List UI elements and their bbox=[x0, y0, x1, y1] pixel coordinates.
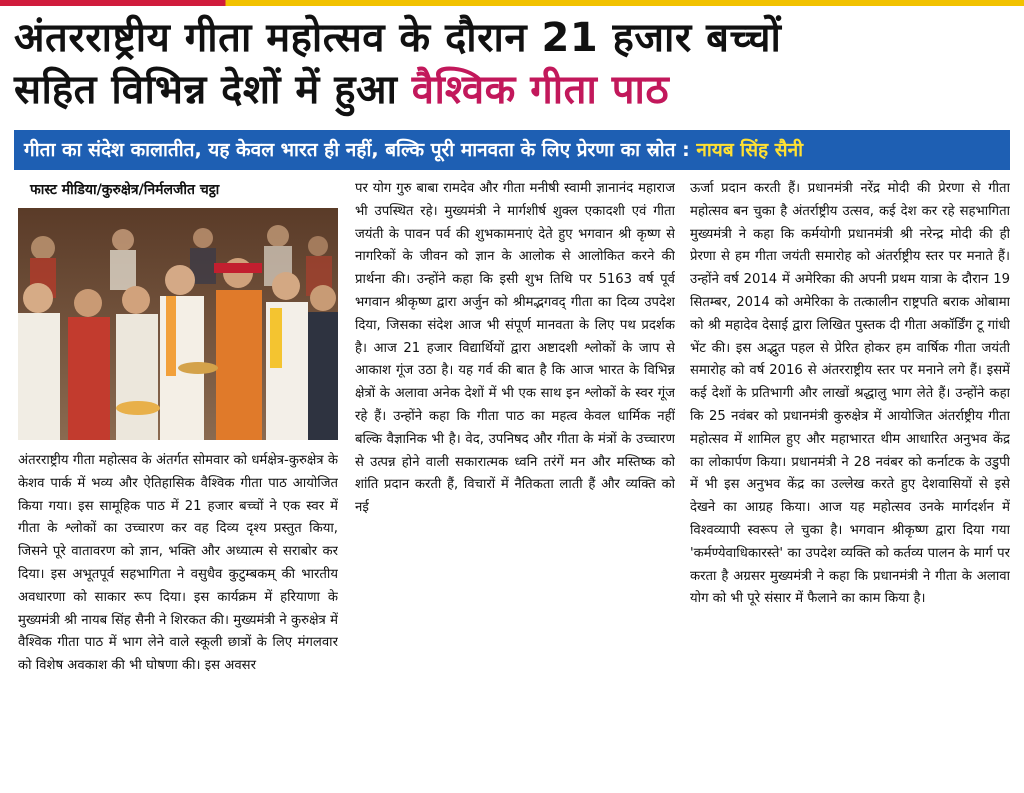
headline bbox=[14, 12, 1014, 116]
strap-text: गीता का संदेश कालातीत, यह केवल भारत ही नहीं, बल्कि पूरी मानवता के लिए प्रेरणा का स्रोत : bbox=[24, 139, 697, 161]
headline-line-2 bbox=[14, 64, 1014, 116]
column-1-text: अंतरराष्ट्रीय गीता महोत्सव के अंतर्गत सोमवार को धर्मक्षेत्र-कुरुक्षेत्र के केशव पार्क में भव्य और ऐतिहासिक वैश्विक गीता पाठ आयोजित किया गया। इस सामूहिक पाठ में 21 हजार बच्चों ने एक स्वर में गीता के श्लोकों का उच्चारण कर वह दिव्य दृश्य प्रस्तुत किया, जिसने पूरे वातावरण को ज्ञान, भक्ति और अध्यात्म से सराबोर कर दिया। इस अभूतपूर्व सहभागिता ने वसुधैव कुटुम्बकम् की भारतीय अवधारणा को साकार रूप दिया। इस कार्यक्रम में हरियाणा के मुख्यमंत्री श्री नायब सिंह सैनी ने शिरकत की। मुख्यमंत्री ने कुरुक्षेत्र में वैश्विक गीता पाठ में भाग लेने वाले स्कूली छात्रों के लिए मंगलवार को विशेष अवकाश की भी घोषणा की। इस अवसर bbox=[18, 453, 338, 674]
column-3 bbox=[690, 178, 1010, 786]
strap-name: नायब सिंह सैनी bbox=[696, 139, 804, 161]
subheadline-strap bbox=[14, 130, 1010, 170]
byline: फास्ट मीडिया/कुरुक्षेत्र/निर्मलजीत चट्ठा bbox=[30, 182, 220, 198]
column-2-text: पर योग गुरु बाबा रामदेव और गीता मनीषी स्वामी ज्ञानानंद महाराज भी उपस्थित रहे। मुख्यमंत्री ने मार्गशीर्ष शुक्ल एकादशी एवं गीता जयंती के पावन पर्व की शुभकामनाएं देते हुए भगवान श्री कृष्ण से नागरिकों के जीवन को ज्ञान के आलोक से आलोकित करने की प्रार्थना की। उन्होंने कहा कि इसी शुभ तिथि पर 5163 वर्ष पूर्व भगवान श्रीकृष्ण द्वारा अर्जुन को श्रीमद्भगवद् गीता का दिव्य उपदेश दिया, जिसका संदेश आज भी संपूर्ण मानवता के लिए पथ प्रदर्शक है। आज 21 हजार विद्यार्थियों द्वारा अष्टादशी श्लोकों के जाप से आकाश गूंज उठा है। यह गर्व की बात है कि आज भारत के विभिन्न क्षेत्रों के अलावा अनेक देशों में भी एक साथ इन श्लोकों के स्वर गूंज रहे हैं। उन्होंने कहा कि गीता पाठ का महत्व केवल धार्मिक नहीं बल्कि वैज्ञानिक भी है। वेद, उपनिषद और गीता के मंत्रों के उच्चारण से उत्पन्न होने वाली सकारात्मक ध्वनि तरंगें मन और मस्तिष्क को शांति प्रदान करती हैं, विचारों में नैतिकता लाती हैं और व्यक्ति को नई bbox=[355, 181, 675, 516]
column-2 bbox=[355, 178, 675, 786]
top-color-rule bbox=[0, 0, 1024, 6]
news-photo-illustration bbox=[18, 208, 338, 440]
column-1 bbox=[18, 178, 338, 678]
column-3-text: ऊर्जा प्रदान करती हैं। प्रधानमंत्री नरेंद्र मोदी की प्रेरणा से गीता महोत्सव बन चुका है अंतर्राष्ट्रीय उत्सव, कई देश कर रहे सहभागिता मुख्यमंत्री ने कहा कि कर्मयोगी प्रधानमंत्री श्री नरेन्द्र मोदी की ही प्रेरणा से हम गीता जयंती समारोह को अंतर्राष्ट्रीय स्तर पर मनाते हैं। उन्होंने वर्ष 2014 में अमेरिका की अपनी प्रथम यात्रा के दौरान 19 सितम्बर, 2014 को अमेरिका के तत्कालीन राष्ट्रपति बराक ओबामा को श्री महादेव देसाई द्वारा लिखित पुस्तक दी गीता अकॉर्डिंग टू गांधी भेंट की। इस अद्भुत पहल से प्रेरित होकर हम वार्षिक गीता जयंती समारोह को वर्ष 2016 से अंतरराष्ट्रीय स्तर पर मनाने लगे हैं। इसमें कई देशों के प्रतिभागी और लाखों श्रद्धालु भाग लेते हैं। उन्होंने कहा कि 25 नवंबर को प्रधानमंत्री कुरुक्षेत्र में आयोजित अंतर्राष्ट्रीय गीता महोत्सव में शामिल हुए और महाभारत थीम आधारित अनुभव केंद्र का लोकार्पण किया। प्रधानमंत्री ने 28 नवंबर को कर्नाटक के उडुपी में भी इस अनुभव केंद्र का उल्लेख करते हुए देशवासियों से इसे देखने का आग्रह किया। आज यह महोत्सव उनके मार्गदर्शन में विश्वव्यापी स्वरूप ले चुका है। भगवान श्रीकृष्ण द्वारा दिया गया 'कर्मण्येवाधिकारस्ते' का उपदेश व्यक्ति को कर्तव्य पालन के मार्ग पर करता है अग्रसर मुख्यमंत्री ने कहा कि प्रधानमंत्री ने गीता के अलावा योग को भी पूरे संसार में फैलाने का काम किया है। bbox=[690, 181, 1010, 607]
news-photo bbox=[18, 208, 338, 440]
headline-line-2-text: सहित विभिन्न देशों में हुआ bbox=[14, 67, 412, 113]
headline-line-1: अंतरराष्ट्रीय गीता महोत्सव के दौरान 21 हजार बच्चों bbox=[14, 15, 782, 61]
headline-accent: वैश्विक गीता पाठ bbox=[411, 67, 670, 113]
